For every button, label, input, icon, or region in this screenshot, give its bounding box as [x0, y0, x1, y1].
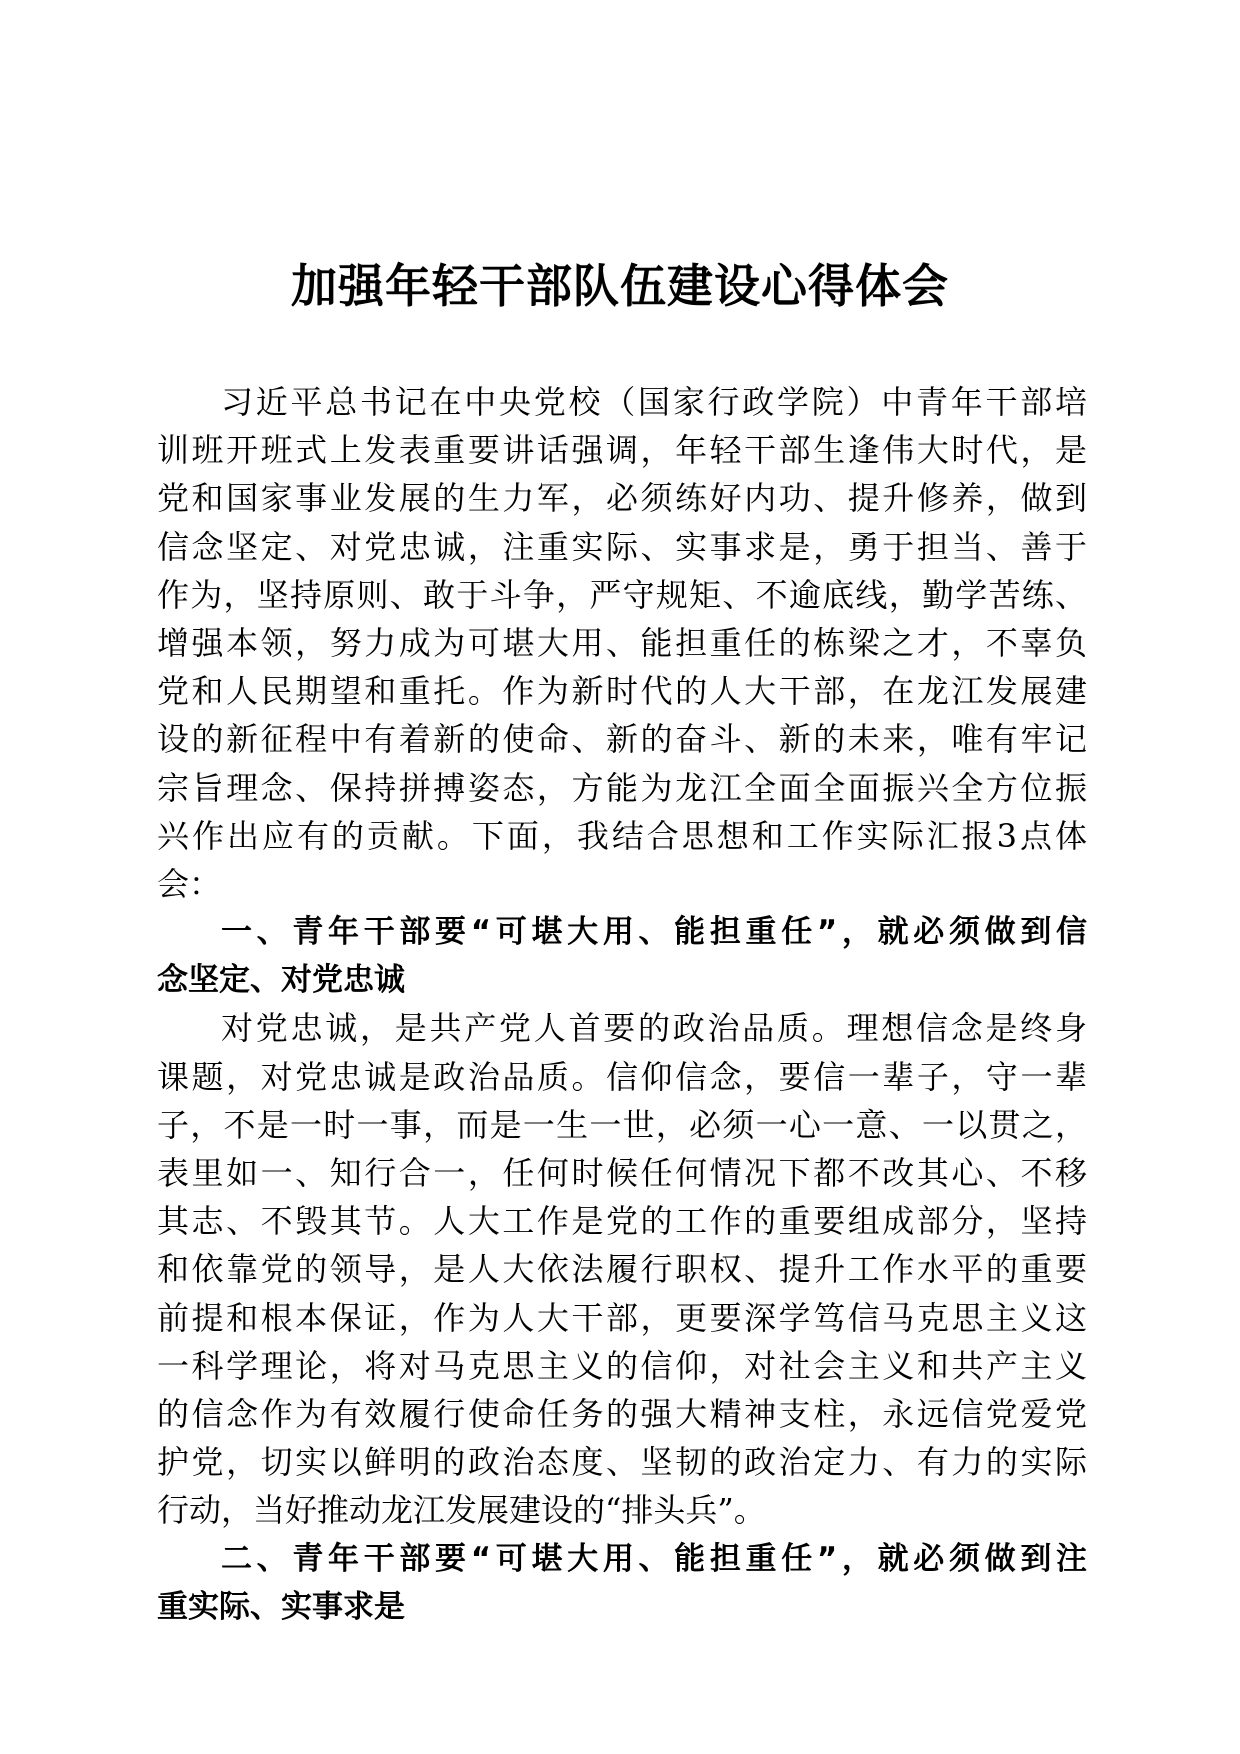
document-title: 加强年轻干部队伍建设心得体会: [291, 259, 949, 313]
paragraph-line: 党和国家事业发展的生力军，必须练好内功、提升修养，做到: [157, 479, 1087, 518]
section-heading-line: 二、青年干部要“可堪大用、能担重任”，就必须做到注: [221, 1540, 1087, 1577]
paragraph-line: 对党忠诚，是共产党人首要的政治品质。理想信念是终身: [221, 1009, 1087, 1048]
paragraph-line: 行动，当好推动龙江发展建设的“排头兵”。: [157, 1491, 766, 1530]
paragraph-line: 子，不是一时一事，而是一生一世，必须一心一意、一以贯之，: [157, 1105, 1087, 1144]
paragraph-line: 的信念作为有效履行使命任务的强大精神支柱，永远信党爱党: [157, 1394, 1087, 1433]
paragraph-line: 表里如一、知行合一，任何时候任何情况下都不改其心、不移: [157, 1154, 1087, 1192]
paragraph-line: 习近平总书记在中央党校（国家行政学院）中青年干部培: [221, 383, 1087, 421]
paragraph-line: 作为，坚持原则、敢于斗争，严守规矩、不逾底线，勤学苦练、: [157, 575, 1087, 614]
paragraph-line: 一科学理论，将对马克思主义的信仰，对社会主义和共产主义: [157, 1346, 1087, 1385]
paragraph-line: 前提和根本保证，作为人大干部，更要深学笃信马克思主义这: [157, 1298, 1087, 1337]
paragraph-line: 信念坚定、对党忠诚，注重实际、实事求是，勇于担当、善于: [157, 527, 1087, 566]
section-heading-line: 念坚定、对党忠诚: [157, 962, 405, 999]
document-body: [157, 378, 1087, 1631]
paragraph-line: 会：: [157, 864, 222, 903]
paragraph-line: 宗旨理念、保持拼搏姿态，方能为龙江全面全面振兴全方位振: [157, 768, 1087, 807]
paragraph-line: 护党，切实以鲜明的政治态度、坚韧的政治定力、有力的实际: [157, 1443, 1087, 1482]
paragraph-line: 训班开班式上发表重要讲话强调，年轻干部生逢伟大时代，是: [157, 431, 1087, 470]
paragraph-line: 党和人民期望和重托。作为新时代的人大干部，在龙江发展建: [157, 672, 1087, 711]
paragraph-line: 课题，对党忠诚是政治品质。信仰信念，要信一辈子，守一辈: [157, 1057, 1087, 1096]
paragraph-line: 设的新征程中有着新的使命、新的奋斗、新的未来，唯有牢记: [157, 720, 1087, 759]
paragraph-line: 兴作出应有的贡献。下面，我结合思想和工作实际汇报3点体: [157, 816, 1087, 855]
paragraph-line: 和依靠党的领导，是人大依法履行职权、提升工作水平的重要: [157, 1250, 1087, 1289]
section-heading-line: 一、青年干部要“可堪大用、能担重任”，就必须做到信: [221, 914, 1087, 951]
paragraph-line: 其志、不毁其节。人大工作是党的工作的重要组成部分，坚持: [157, 1202, 1087, 1241]
paragraph-line: 增强本领，努力成为可堪大用、能担重任的栋梁之才，不辜负: [157, 623, 1087, 662]
section-heading-line: 重实际、实事求是: [157, 1588, 405, 1625]
